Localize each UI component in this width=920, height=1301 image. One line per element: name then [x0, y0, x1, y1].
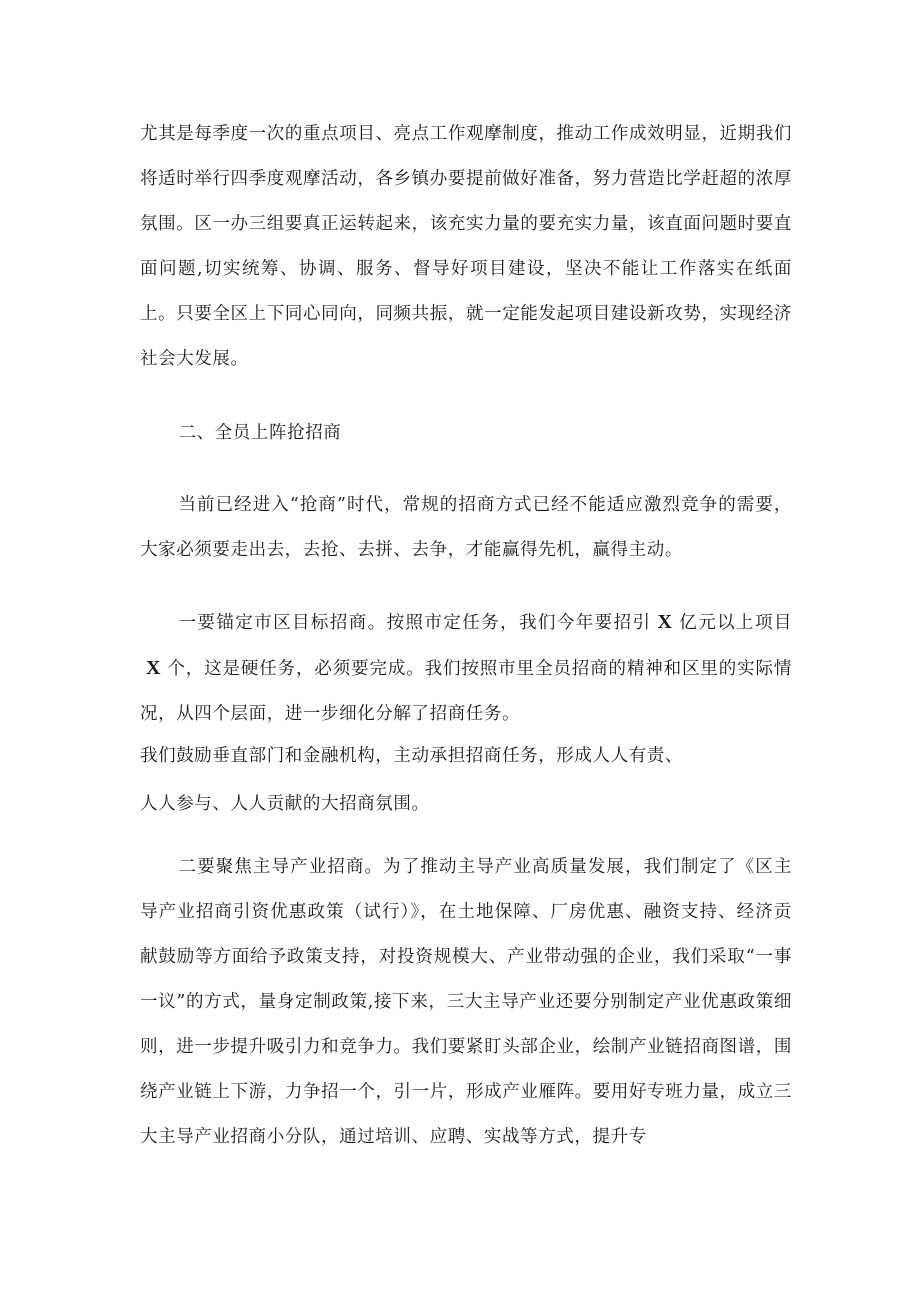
section-heading-investment: 二、全员上阵抢招商 [178, 423, 342, 443]
paragraph-encourage-departments-line2: 人人参与、人人贡献的大招商氛围。 [140, 794, 430, 814]
target-text-part-3: 个，这是硬任务，必须要完成。我们按照市里全员招商的精神和区里的实际情况，从四个层面，进一步细化分解了招商任务。 [140, 659, 792, 724]
paragraph-grab-investment-era: 当前已经进入“抢商”时代，常规的招商方式已经不能适应激烈竞争的需要，大家必须要走出去，去抢、去拼、去争，才能赢得先机，赢得主动。 [140, 495, 792, 560]
placeholder-x-count: X [146, 657, 162, 679]
document-page [140, 112, 792, 1160]
target-text-part-1: 一要锚定市区目标招商。按照市定任务，我们今年要招引 [178, 613, 652, 633]
target-text-part-2: 亿元以上项目 [678, 613, 792, 633]
paragraph-target-investment [140, 600, 792, 737]
paragraph-project-observation: 尤其是每季度一次的重点项目、亮点工作观摩制度，推动工作成效明显，近期我们将适时举行四季度观摩活动，各乡镇办要提前做好准备，努力营造比学赶超的浓厚氛围。区一办三组要真正运转起来，该充实力量的要充实力量，该直面问题时要直面问题,切实统筹、协调、服务、督导好项目建设，坚决不能让工作落实在纸面上。只要全区上下同心同向，同频共振，就一定能发起项目建设新攻势，实现经济社会大发展。 [140, 124, 792, 369]
paragraph-leading-industry: 二要聚焦主导产业招商。为了推动主导产业高质量发展，我们制定了《区主导产业招商引资优惠政策（试行）》，在土地保障、厂房优惠、融资支持、经济贡献鼓励等方面给予政策支持，对投资规模大、产业带动强的企业，我们采取“一事一议”的方式，量身定制政策,接下来，三大主导产业还要分别制定产业优惠政策细则，进一步提升吸引力和竞争力。我们要紧盯头部企业，绘制产业链招商图谱，围绕产业链上下游，力争招一个，引一片，形成产业雁阵。要用好专班力量，成立三大主导产业招商小分队，通过培训、应聘、实战等方式，提升专 [140, 857, 792, 1147]
placeholder-x-amount: X [657, 611, 673, 633]
paragraph-encourage-departments-line1: 我们鼓励垂直部门和金融机构，主动承担招商任务，形成人人有责、 [140, 746, 683, 766]
